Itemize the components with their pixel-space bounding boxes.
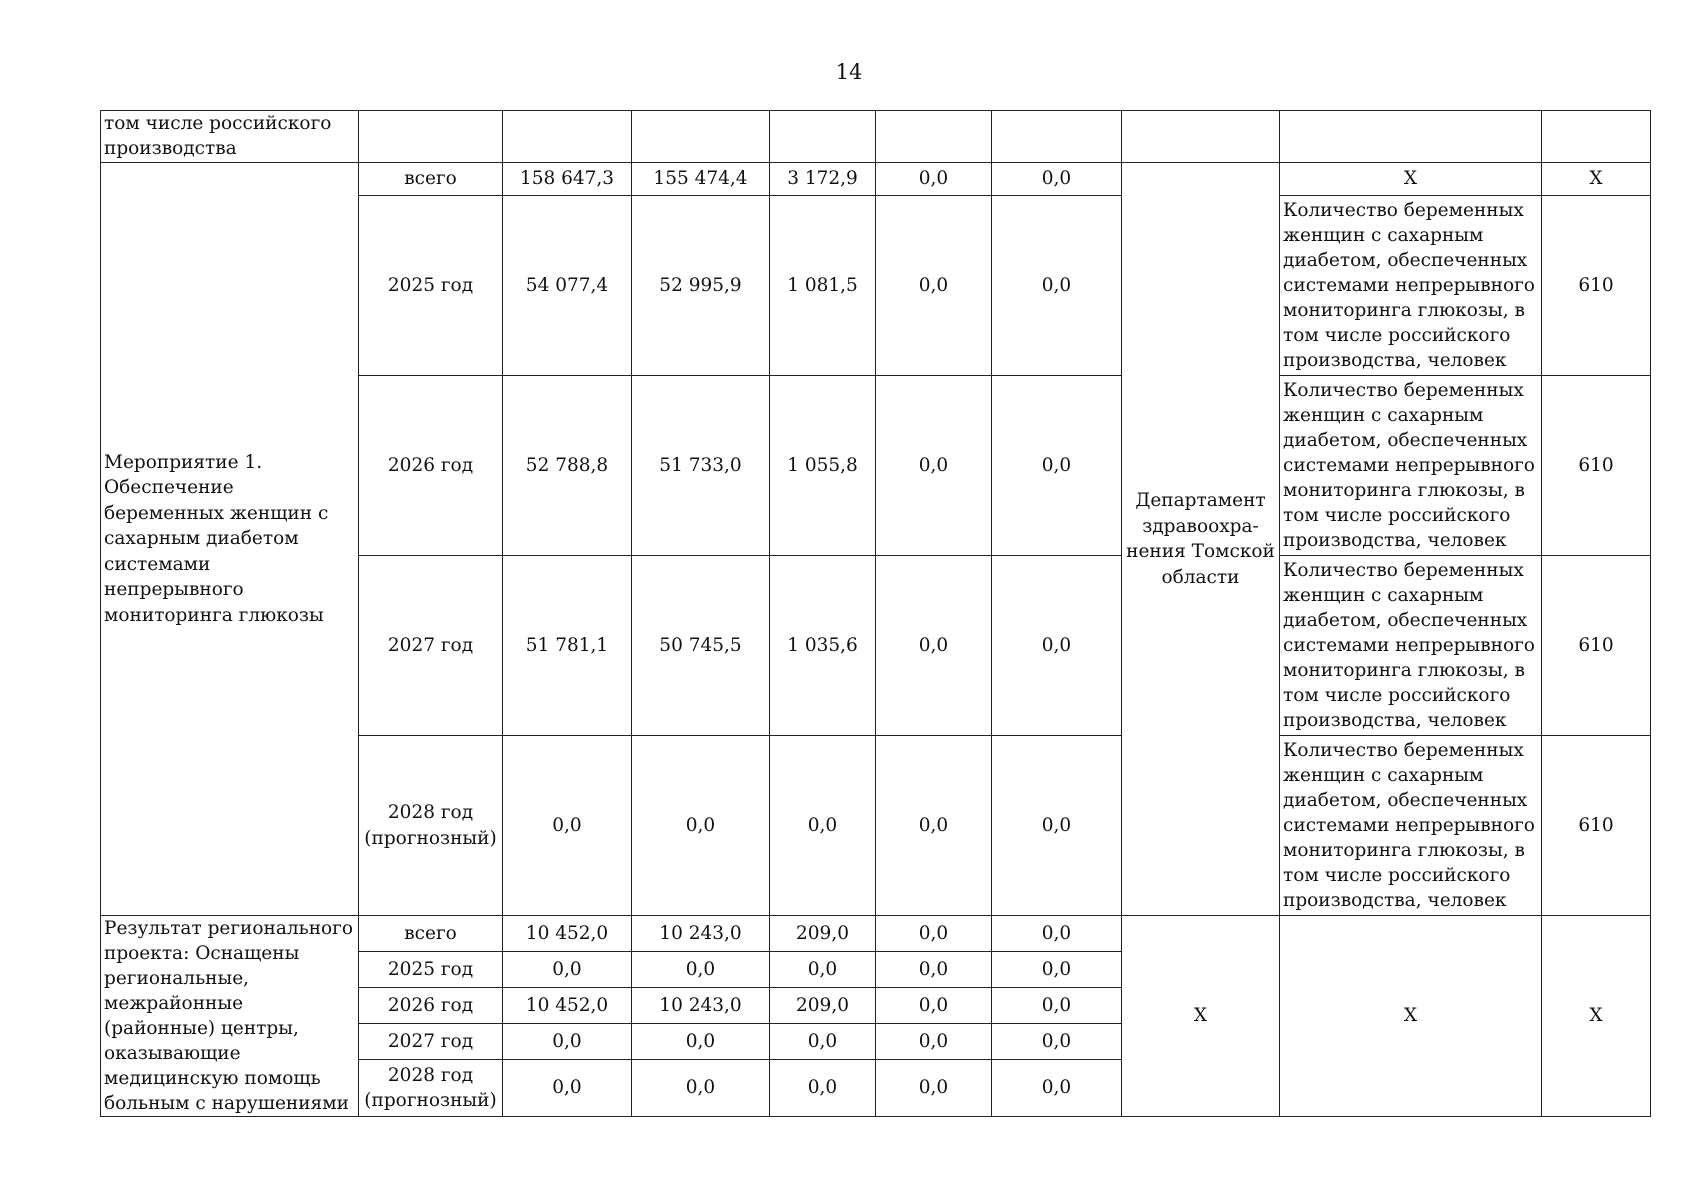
responsible-cell: Х [1122, 916, 1280, 1117]
period-cell: 2025 год [359, 196, 503, 376]
local-cell: 0,0 [876, 952, 992, 988]
total-cell: 0,0 [503, 1024, 632, 1060]
federal-cell: 0,0 [632, 736, 770, 916]
other-cell: 0,0 [992, 988, 1122, 1024]
other-cell: 0,0 [992, 1024, 1122, 1060]
period-cell: 2026 год [359, 988, 503, 1024]
other-cell: 0,0 [992, 1060, 1122, 1117]
total-cell: 0,0 [503, 1060, 632, 1117]
federal-cell: 0,0 [632, 952, 770, 988]
total-cell: 158 647,3 [503, 163, 632, 196]
regional-cell: 1 055,8 [770, 376, 876, 556]
table-row [101, 111, 1651, 163]
total-cell: 0,0 [503, 736, 632, 916]
regional-cell: 209,0 [770, 916, 876, 952]
indicator-cell: Количество беременных женщин с сахарным диабетом, обеспеченных системами непрерывного мониторинга глюкозы, в том числе российского производства, человек [1280, 556, 1542, 736]
empty-cell [1542, 111, 1651, 163]
total-cell: 51 781,1 [503, 556, 632, 736]
period-cell: 2028 год (прогнозный) [359, 1060, 503, 1117]
other-cell: 0,0 [992, 952, 1122, 988]
regional-cell: 0,0 [770, 952, 876, 988]
federal-cell: 52 995,9 [632, 196, 770, 376]
total-cell: 54 077,4 [503, 196, 632, 376]
empty-cell [1122, 111, 1280, 163]
carryover-label-cell: том числе российского производства [101, 111, 359, 163]
local-cell: 0,0 [876, 1024, 992, 1060]
local-cell: 0,0 [876, 1060, 992, 1117]
regional-cell: 0,0 [770, 736, 876, 916]
indicator-cell: Х [1280, 163, 1542, 196]
other-cell: 0,0 [992, 556, 1122, 736]
other-cell: 0,0 [992, 736, 1122, 916]
local-cell: 0,0 [876, 163, 992, 196]
responsible-cell: Департамент здравоохра-нения Томской области [1122, 163, 1280, 916]
empty-cell [770, 111, 876, 163]
result-label-cell: Результат регионального проекта: Оснащены региональные, межрайонные (районные) центры, оказывающие медицинскую помощь больным с нарушениями [101, 916, 359, 1117]
period-cell: 2027 год [359, 556, 503, 736]
regional-cell: 0,0 [770, 1060, 876, 1117]
other-cell: 0,0 [992, 916, 1122, 952]
federal-cell: 10 243,0 [632, 988, 770, 1024]
total-cell: 0,0 [503, 952, 632, 988]
financing-table [100, 110, 1651, 1117]
indicator-value-cell: 610 [1542, 736, 1651, 916]
indicator-cell: Х [1280, 916, 1542, 1117]
local-cell: 0,0 [876, 988, 992, 1024]
empty-cell [632, 111, 770, 163]
period-cell: 2026 год [359, 376, 503, 556]
other-cell: 0,0 [992, 376, 1122, 556]
regional-cell: 1 081,5 [770, 196, 876, 376]
total-cell: 10 452,0 [503, 988, 632, 1024]
federal-cell: 0,0 [632, 1060, 770, 1117]
federal-cell: 51 733,0 [632, 376, 770, 556]
empty-cell [359, 111, 503, 163]
period-cell: 2025 год [359, 952, 503, 988]
regional-cell: 1 035,6 [770, 556, 876, 736]
indicator-value-cell: Х [1542, 916, 1651, 1117]
period-cell: всего [359, 163, 503, 196]
total-cell: 52 788,8 [503, 376, 632, 556]
empty-cell [503, 111, 632, 163]
federal-cell: 155 474,4 [632, 163, 770, 196]
other-cell: 0,0 [992, 163, 1122, 196]
federal-cell: 10 243,0 [632, 916, 770, 952]
indicator-value-cell: 610 [1542, 556, 1651, 736]
empty-cell [876, 111, 992, 163]
local-cell: 0,0 [876, 556, 992, 736]
page-number: 14 [835, 60, 863, 84]
period-cell: 2027 год [359, 1024, 503, 1060]
indicator-cell: Количество беременных женщин с сахарным диабетом, обеспеченных системами непрерывного мониторинга глюкозы, в том числе российского производства, человек [1280, 376, 1542, 556]
federal-cell: 0,0 [632, 1024, 770, 1060]
local-cell: 0,0 [876, 196, 992, 376]
federal-cell: 50 745,5 [632, 556, 770, 736]
measure-label-cell: Мероприятие 1. Обеспечение беременных женщин с сахарным диабетом системами непрерывного мониторинга глюкозы [101, 163, 359, 916]
local-cell: 0,0 [876, 736, 992, 916]
regional-cell: 3 172,9 [770, 163, 876, 196]
indicator-value-cell: Х [1542, 163, 1651, 196]
table-row [101, 916, 1651, 952]
regional-cell: 209,0 [770, 988, 876, 1024]
period-cell: 2028 год (прогнозный) [359, 736, 503, 916]
total-cell: 10 452,0 [503, 916, 632, 952]
indicator-value-cell: 610 [1542, 376, 1651, 556]
other-cell: 0,0 [992, 196, 1122, 376]
period-cell: всего [359, 916, 503, 952]
empty-cell [992, 111, 1122, 163]
local-cell: 0,0 [876, 376, 992, 556]
local-cell: 0,0 [876, 916, 992, 952]
indicator-cell: Количество беременных женщин с сахарным диабетом, обеспеченных системами непрерывного мониторинга глюкозы, в том числе российского производства, человек [1280, 736, 1542, 916]
indicator-value-cell: 610 [1542, 196, 1651, 376]
empty-cell [1280, 111, 1542, 163]
table-row [101, 163, 1651, 196]
indicator-cell: Количество беременных женщин с сахарным диабетом, обеспеченных системами непрерывного мониторинга глюкозы, в том числе российского производства, человек [1280, 196, 1542, 376]
regional-cell: 0,0 [770, 1024, 876, 1060]
